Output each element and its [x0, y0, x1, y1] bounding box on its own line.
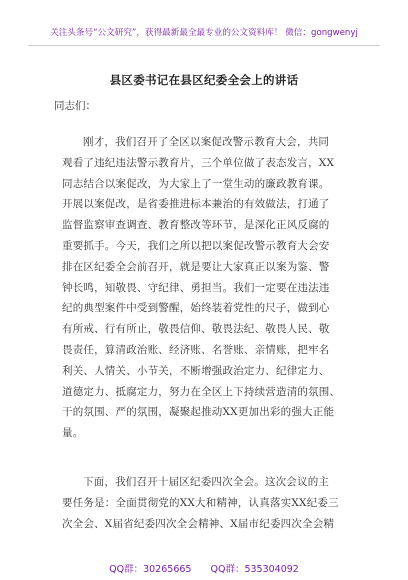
salutation: 同志们： [54, 100, 96, 112]
text-line: 钟长鸣，知敬畏、守纪律、勇担当。我们一定要在违法违 [62, 281, 330, 294]
text-line: 开展以案促改，是省委推进标本兼治的有效做法，打通了 [62, 198, 330, 211]
text-line: 道德定力、抵腐定力，努力在全区上下持续营造清的氛围、 [62, 385, 341, 398]
footer-qq-group-2: QQ群：535304092 [210, 564, 299, 575]
text-line: 下面，我们召开十届区纪委四次全会。这次会议的主 [83, 476, 330, 488]
text-line: 重要抓手。今天，我们之所以把以案促改警示教育大会安 [62, 239, 330, 252]
text-line: 干的氛围、严的氛围，凝聚起推动XX更加出彩的强大正能 [62, 406, 335, 419]
text-line: 观看了违纪违法警示教育片，三个单位做了表态发言，XX [62, 156, 335, 169]
document-title: 县区委书记在县区纪委全会上的讲话 [109, 73, 299, 87]
footer-qq-group-1: QQ群：30265665 [109, 564, 192, 575]
text-line: 次全会、X届省纪委四次全会精神、X届市纪委四次全会精 [62, 517, 335, 530]
text-line: 要任务是：全面贯彻党的XX大和精神，认真落实XX纪委三 [62, 496, 339, 509]
text-line: 畏责任，算清政治账、经济账、名誉账、亲情账，把牢名 [62, 343, 330, 356]
text-line: 有所戒、行有所止，敬畏信仰、敬畏法纪、敬畏人民、敬 [62, 323, 330, 336]
header-divider [28, 45, 380, 46]
paragraph-2 [62, 472, 356, 534]
text-line: 同志结合以案促改，为大家上了一堂生动的廉政教育课。 [62, 177, 330, 190]
text-line: 刚才，我们召开了全区以案促改警示教育大会，共同 [83, 136, 330, 148]
text-line: 纪的典型案件中受到警醒，始终装着党性的尺子，做到心 [62, 302, 330, 315]
text-line: 监督监察审查调查、教育整改等环节，是深化正风反腐的 [62, 219, 330, 232]
text-line: 量。 [62, 427, 84, 440]
text-line: 排在区纪委全会前召开，就是要让大家真正以案为鉴、警 [62, 260, 330, 273]
header-banner: 关注头条号“公文研究”，获得最新最全最专业的公文资料库！ 微信：gongwenyj [50, 28, 358, 38]
footer [0, 561, 408, 575]
paragraph-1 [62, 132, 356, 444]
text-line: 利关、人情关、小节关，不断增强政治定力、纪律定力、 [62, 364, 330, 377]
